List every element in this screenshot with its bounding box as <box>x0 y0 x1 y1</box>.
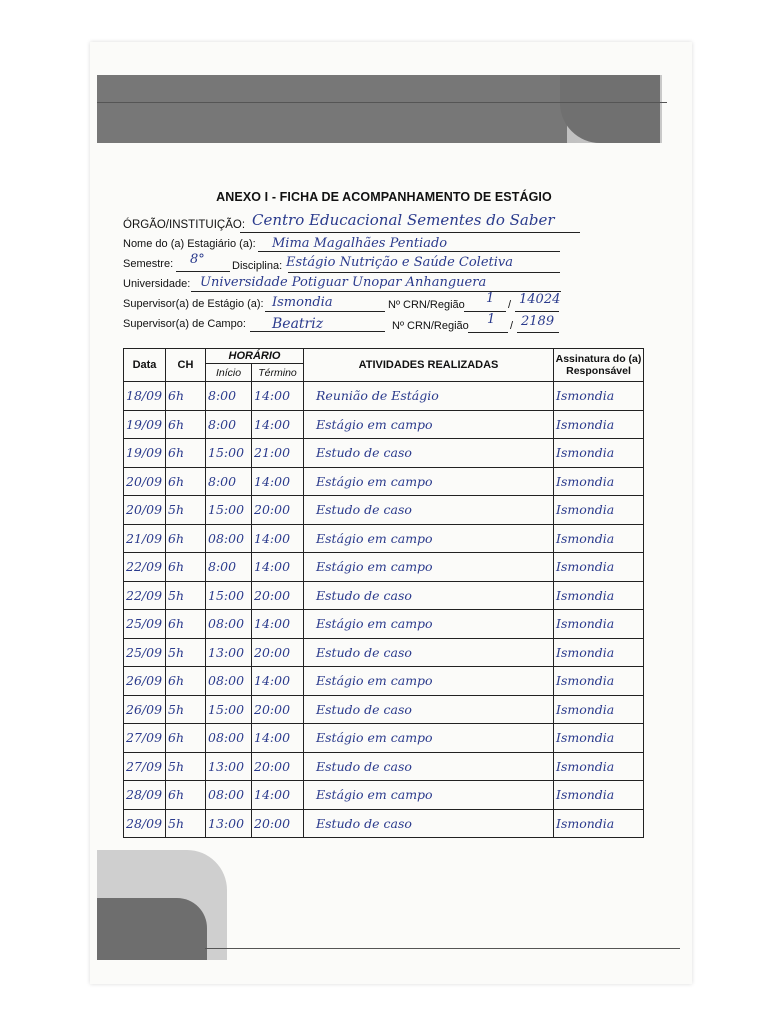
row-signature: Ismondia <box>554 695 644 724</box>
row-end: 20:00 <box>252 809 304 838</box>
semestre-line <box>176 271 230 272</box>
row-end: 14:00 <box>252 610 304 639</box>
row-start: 08:00 <box>206 724 252 753</box>
universidade-line <box>191 291 561 292</box>
row-date: 25/09 <box>124 638 166 667</box>
table-row <box>124 781 644 810</box>
crn2-number-value: 2189 <box>521 314 555 329</box>
row-signature: Ismondia <box>554 610 644 639</box>
row-ch: 5h <box>166 695 206 724</box>
row-start: 08:00 <box>206 667 252 696</box>
header-inicio: Início <box>206 364 252 382</box>
row-date: 20/09 <box>124 496 166 525</box>
crn2-slash: / <box>510 320 514 332</box>
row-end: 14:00 <box>252 382 304 411</box>
crn1-slash: / <box>508 299 512 311</box>
row-start: 8:00 <box>206 467 252 496</box>
header-atividades: ATIVIDADES REALIZADAS <box>304 349 554 382</box>
row-signature: Ismondia <box>554 467 644 496</box>
table-row <box>124 553 644 582</box>
disciplina-label: Disciplina: <box>232 260 283 272</box>
semestre-value: 8° <box>190 252 205 267</box>
row-ch: 6h <box>166 524 206 553</box>
header-ch: CH <box>166 349 206 382</box>
row-end: 20:00 <box>252 752 304 781</box>
header-horario: HORÁRIO <box>206 349 304 364</box>
row-signature: Ismondia <box>554 382 644 411</box>
footer-rule <box>205 948 680 949</box>
table-row <box>124 667 644 696</box>
header-assinatura: Assinatura do (a) Responsável <box>554 349 644 382</box>
row-date: 26/09 <box>124 695 166 724</box>
row-date: 26/09 <box>124 667 166 696</box>
row-date: 19/09 <box>124 439 166 468</box>
row-start: 08:00 <box>206 610 252 639</box>
row-ch: 6h <box>166 439 206 468</box>
row-ch: 5h <box>166 638 206 667</box>
disciplina-value: Estágio Nutrição e Saúde Coletiva <box>286 255 514 270</box>
row-date: 28/09 <box>124 809 166 838</box>
row-activity: Estágio em campo <box>304 410 554 439</box>
row-ch: 6h <box>166 724 206 753</box>
row-signature: Ismondia <box>554 410 644 439</box>
orgao-label: ÓRGÃO/INSTITUIÇÃO: <box>123 219 246 231</box>
crn1-region-line <box>464 311 506 312</box>
table-row <box>124 524 644 553</box>
table-row <box>124 496 644 525</box>
row-end: 20:00 <box>252 581 304 610</box>
row-start: 08:00 <box>206 781 252 810</box>
row-start: 15:00 <box>206 496 252 525</box>
supervisor-campo-value: Beatriz <box>272 316 324 332</box>
row-signature: Ismondia <box>554 439 644 468</box>
crn1-number-value: 14024 <box>519 292 561 307</box>
row-signature: Ismondia <box>554 581 644 610</box>
row-date: 28/09 <box>124 781 166 810</box>
row-signature: Ismondia <box>554 638 644 667</box>
row-date: 22/09 <box>124 553 166 582</box>
row-date: 18/09 <box>124 382 166 411</box>
row-activity: Estudo de caso <box>304 496 554 525</box>
row-end: 14:00 <box>252 410 304 439</box>
table-row <box>124 724 644 753</box>
row-signature: Ismondia <box>554 781 644 810</box>
supervisor-campo-label: Supervisor(a) de Campo: <box>123 318 246 330</box>
header-rule <box>97 102 667 103</box>
row-start: 15:00 <box>206 439 252 468</box>
row-date: 25/09 <box>124 610 166 639</box>
table-row <box>124 382 644 411</box>
nome-value: Mima Magalhães Pentiado <box>272 236 448 251</box>
row-start: 13:00 <box>206 809 252 838</box>
row-ch: 6h <box>166 781 206 810</box>
row-ch: 6h <box>166 610 206 639</box>
row-activity: Estudo de caso <box>304 695 554 724</box>
row-start: 8:00 <box>206 382 252 411</box>
table-row <box>124 410 644 439</box>
row-ch: 6h <box>166 410 206 439</box>
header-termino: Término <box>252 364 304 382</box>
row-start: 13:00 <box>206 638 252 667</box>
row-ch: 5h <box>166 809 206 838</box>
table-row <box>124 638 644 667</box>
table-row <box>124 439 644 468</box>
table-row <box>124 581 644 610</box>
row-date: 27/09 <box>124 752 166 781</box>
row-activity: Estágio em campo <box>304 610 554 639</box>
row-signature: Ismondia <box>554 524 644 553</box>
row-start: 15:00 <box>206 695 252 724</box>
row-ch: 6h <box>166 382 206 411</box>
row-end: 20:00 <box>252 496 304 525</box>
row-signature: Ismondia <box>554 752 644 781</box>
row-activity: Estágio em campo <box>304 781 554 810</box>
row-activity: Estágio em campo <box>304 724 554 753</box>
row-start: 08:00 <box>206 524 252 553</box>
row-signature: Ismondia <box>554 724 644 753</box>
disciplina-line <box>288 272 560 273</box>
row-date: 19/09 <box>124 410 166 439</box>
row-activity: Estágio em campo <box>304 667 554 696</box>
row-ch: 5h <box>166 496 206 525</box>
row-activity: Estudo de caso <box>304 809 554 838</box>
crn1-region-value: 1 <box>486 291 495 306</box>
row-activity: Estudo de caso <box>304 638 554 667</box>
crn2-label: Nº CRN/Região <box>392 320 469 332</box>
table-row <box>124 752 644 781</box>
row-date: 20/09 <box>124 467 166 496</box>
universidade-value: Universidade Potiguar Unopar Anhanguera <box>200 275 487 290</box>
row-signature: Ismondia <box>554 496 644 525</box>
row-start: 8:00 <box>206 553 252 582</box>
table-row <box>124 809 644 838</box>
header-banner-pill <box>560 75 660 143</box>
row-end: 14:00 <box>252 553 304 582</box>
activity-table <box>123 348 644 838</box>
row-activity: Estudo de caso <box>304 581 554 610</box>
row-end: 21:00 <box>252 439 304 468</box>
universidade-label: Universidade: <box>123 278 191 290</box>
row-ch: 6h <box>166 467 206 496</box>
row-end: 20:00 <box>252 695 304 724</box>
table-row <box>124 467 644 496</box>
row-start: 8:00 <box>206 410 252 439</box>
row-end: 14:00 <box>252 467 304 496</box>
crn2-region-line <box>468 332 508 333</box>
supervisor-estagio-value: Ismondia <box>272 295 333 310</box>
nome-label: Nome do (a) Estagiário (a): <box>123 238 256 250</box>
row-ch: 5h <box>166 752 206 781</box>
row-date: 22/09 <box>124 581 166 610</box>
row-activity: Estudo de caso <box>304 439 554 468</box>
row-end: 14:00 <box>252 724 304 753</box>
row-signature: Ismondia <box>554 553 644 582</box>
row-ch: 6h <box>166 667 206 696</box>
footer-shape-dark <box>97 898 207 960</box>
row-signature: Ismondia <box>554 809 644 838</box>
orgao-value: Centro Educacional Sementes do Saber <box>252 211 555 229</box>
row-end: 20:00 <box>252 638 304 667</box>
row-date: 21/09 <box>124 524 166 553</box>
nome-line <box>258 251 560 252</box>
row-activity: Estágio em campo <box>304 467 554 496</box>
header-data: Data <box>124 349 166 382</box>
row-date: 27/09 <box>124 724 166 753</box>
table-row <box>124 610 644 639</box>
crn2-number-line <box>517 332 559 333</box>
supervisor-estagio-line <box>265 311 385 312</box>
row-end: 14:00 <box>252 524 304 553</box>
row-end: 14:00 <box>252 667 304 696</box>
table-row <box>124 695 644 724</box>
row-ch: 6h <box>166 553 206 582</box>
row-activity: Estágio em campo <box>304 524 554 553</box>
supervisor-estagio-label: Supervisor(a) de Estágio (a): <box>123 298 264 310</box>
row-start: 15:00 <box>206 581 252 610</box>
row-activity: Estudo de caso <box>304 752 554 781</box>
row-activity: Estágio em campo <box>304 553 554 582</box>
semestre-label: Semestre: <box>123 258 174 270</box>
row-activity: Reunião de Estágio <box>304 382 554 411</box>
header-banner-dark <box>97 75 567 143</box>
row-start: 13:00 <box>206 752 252 781</box>
orgao-line <box>240 232 580 233</box>
row-signature: Ismondia <box>554 667 644 696</box>
crn2-region-value: 1 <box>487 312 496 327</box>
crn1-label: Nº CRN/Região <box>388 299 465 311</box>
form-title: ANEXO I - FICHA DE ACOMPANHAMENTO DE ESTÁGIO <box>216 190 552 204</box>
row-ch: 5h <box>166 581 206 610</box>
row-end: 14:00 <box>252 781 304 810</box>
crn1-number-line <box>515 311 559 312</box>
